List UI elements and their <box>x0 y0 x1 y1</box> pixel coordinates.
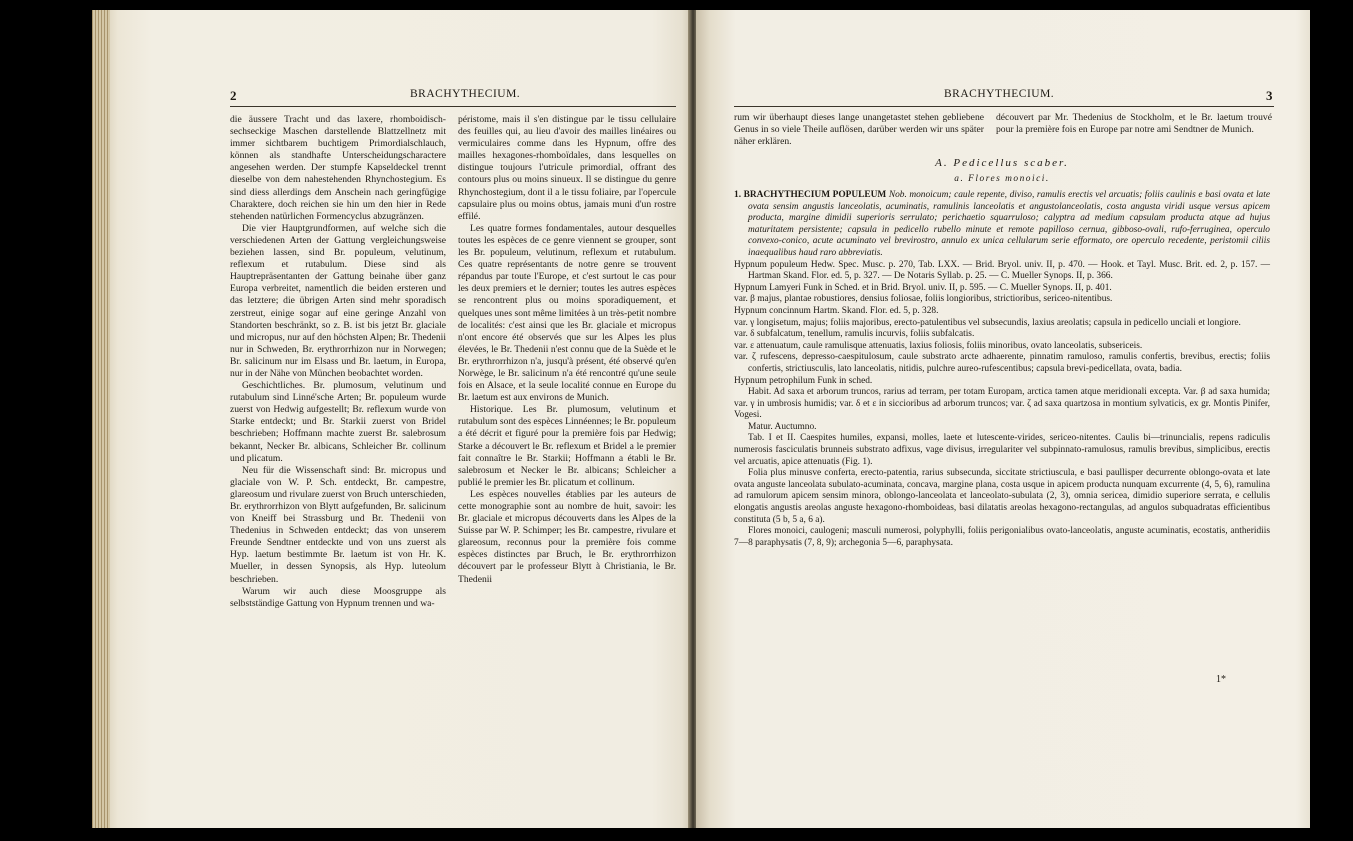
folia-paragraph: Folia plus minusve conferta, erecto-patentia, rarius subsecunda, siccitate strictiuscula, e basi paullisper decurrente oblongo-ovata et late ovata anguste lanceolata subulato-acuminata, concava, margine plana, costa usque in apicem producta nunquam excurrente (4, 5, 6), ramulina ad ramulorum apicem sensim minora, oblongo-lanceolata et lanceolato-subulata (2, 3), omnia sericea, dimidio superiore serrata, e cellulis elongatis angustis areolas anguste hexagono-rhomboideas, basi dilatatis areolas hexagono-rectangulas, ad angulos subquadratas efficientibus constituta (5 b, 5 a, 6 a). <box>734 468 1270 525</box>
french-paragraph: Les quatre formes fondamentales, autour desquelles toutes les espèces de ce genre viennent se grouper, sont les Br. populeum, velutinum, reflexum et rutabulum. Ces quatre représentants de notre genre se trouvent répandus par toute l'Europe, et c'est surtout le cas pour les deux premiers et le dernier; toutes les autres espèces se rencontrent plus ou moins sporadiquement, et quelques unes sont même limitées à un très-petit nombre de localités: c'est ainsi que les Br. glaciale et micropus n'ont encore été observés que sur les Alpes les plus élevées, le Br. Thedenii n'est connu que de la Suède et le Br. erythrorrhizon n'a, jusqu'à présent, été observé qu'en Norwège, le Br. salicinum n'a été rencontré qu'une seule fois en Alsace, et la seule localité connue en Europe du Br. laetum est aux environs de Munich. <box>458 222 676 404</box>
german-column <box>230 114 446 610</box>
synonym-entry: var. β majus, plantae robustiores, densius foliosae, foliis longioribus, strictioribus, sericeo-nitentibus. <box>734 294 1113 305</box>
species-title: 1. BRACHYTHECIUM POPULEUM <box>734 190 887 200</box>
french-paragraph: Historique. Les Br. plumosum, velutinum et rutabulum sont des espèces Linnéennes; le Br. populeum a été décrit et figuré pour la première fois par Hedwig; Starke a découvert le Br. reflexum et Bridel a le premier fait connaître le Br. Starkii; Hoffmann a établi le Br. salebrosum et Necker le Br. albicans; Schleicher a publié le premier les Br. plicatum et collinum. <box>458 404 676 488</box>
german-paragraph: Neu für die Wissenschaft sind: Br. micropus und glaciale von W. P. Sch. entdeckt, Br. campestre, glareosum und rivulare zuerst von Bruch unterschieden, Br. erythrorrhizon von Blytt aufgefunden, Br. salicinum von Kneiff bei Strassburg und Br. Thedenii von Thedenius in Schweden entdeckt; das von unserem Freunde Sendtner entdeckte und von uns zuerst als Hyp. laetum bestimmte Br. laetum ist von Hr. K. Mueller, in dessen Synopsis, als Hyp. luteolum beschrieben. <box>230 464 446 585</box>
running-head: BRACHYTHECIUM. <box>944 88 1055 100</box>
synonym-entry: var. ζ rufescens, depresso-caespitulosum, caule substrato arcte adhaerente, pinnatim ramuloso, ramulis confertis, brevibus, erectis; foliis confertis, strictiusculis, lato lanceolatis, nitidis, pulchre aureo-rufescentibus; capsula brevi-pedicellata, ovata, badia. <box>734 352 1270 374</box>
signature-mark: 1* <box>1216 674 1226 685</box>
species-diagnosis: Nob. monoicum; caule repente, diviso, ramulis erectis vel arcuatis; foliis caulinis e basi ovata et late ovata sensim angustis lanceolatis, acuminatis, ramulinis lanceolatis et angustolanceolatis, costa angusta viridi usque versus apicem producta, margine dimidii superioris serrulato; perichaetio squarruloso; calyptra ad medium capsulam producta atque ad hujus maturitatem persistente; capsula in pedicello rubello minute et remote papilloso cernua, gibboso-ovali, rufo-ferruginea, operculo convexo-conico, acute acuminato vel brevirostro, annulo ex unica cellularum serie efformato, ore operculo recedente, peristomii ciliis inaequalibus haud raro abbreviatis. <box>748 190 1271 258</box>
species-description <box>734 190 1270 549</box>
running-head: BRACHYTHECIUM. <box>410 88 521 100</box>
german-column <box>734 112 984 148</box>
german-paragraph: rum wir überhaupt dieses lange unangetastet stehen gebliebene Genus in so viele Theile auflösen, darüber werden wir uns später näher erklären. <box>734 112 984 148</box>
german-paragraph: Warum wir auch diese Moosgruppe als selbstständige Gattung von Hypnum trennen und wa- <box>230 585 446 609</box>
habitat-paragraph: Habit. Ad saxa et arborum truncos, rarius ad terram, per totam Europam, arctica tamen atque meridionali excepta. Var. β ad saxa humida; var. γ in umbrosis humidis; var. δ et ε in siccioribus ad arborum truncos; var. ζ ad saxa quartzosa in montium sylvaticis, ex gr. Montis Pinifer, Vogesi. <box>734 387 1270 421</box>
tab-paragraph: Tab. I et II. Caespites humiles, expansi, molles, laete et lutescente-virides, sericeo-nitentes. Caulis bi—trinuncialis, repens radiculis numerosis fasciculatis brunneis substrato adfixus, vage divisus, irregulariter vel subpinnato-ramulosus, ramulis brevibus, simplicibus, erectis vel arcuatis, apice attenuatis (Fig. 1). <box>734 433 1270 467</box>
french-paragraph: péristome, mais il s'en distingue par le tissu cellulaire des feuilles qui, au lieu d'avoir des mailles linéaires ou vermiculaires comme dans les Hypnum, offre des mailles hexagones-rhomboïdales, dans lesquelles on distingue toujours l'utricule primordial, offrant des contours plus ou moins sinueux. Il se distingue du genre Rhynchostegium, dont il a le tissu foliaire, par l'opercule capsulaire plus ou moins obtus, jamais muni d'un rostre effilé. <box>458 114 676 222</box>
page-edge <box>92 10 110 828</box>
right-page <box>696 10 1310 828</box>
synonym-entry: Hypnum petrophilum Funk in sched. <box>734 375 873 386</box>
french-paragraph: Les espèces nouvelles établies par les auteurs de cette monographie sont au nombre de huit, savoir: les Br. glaciale et micropus découverts dans les Alpes de la Suisse par W. P. Schimper; les Br. campestre, rivulare et glareosum, reconnus pour la première fois comme espèces distinctes par Bruch, le Br. erythrorrhizon découvert par le professeur Blytt à Christiania, le Br. Thedenii <box>458 488 676 585</box>
french-column <box>458 114 676 586</box>
synonym-entry: Hypnum Lamyeri Funk in Sched. et in Brid. Bryol. univ. II, p. 595. — C. Mueller Synops. II, p. 401. <box>734 282 1112 293</box>
maturity-paragraph: Matur. Auctumno. <box>748 421 817 432</box>
section-subheading: a. Flores monoici. <box>954 174 1050 184</box>
flores-paragraph: Flores monoici, caulogeni; masculi numerosi, polyphylli, foliis perigonialibus ovato-lanceolatis, anguste acuminatis, ecostatis, antheridiis 7—8 paraphysatis (7, 8, 9); archegonia 5—6, paraphysata. <box>734 526 1270 548</box>
header-rule <box>230 106 676 107</box>
book-spread <box>92 10 1310 832</box>
synonym-entry: var. ε attenuatum, caule ramulisque attenuatis, laxius foliosis, foliis minoribus, ovato lanceolatis, subsericeis. <box>734 340 1143 351</box>
french-column <box>996 112 1272 136</box>
header-rule <box>734 106 1274 107</box>
synonym-entry: Hypnum concinnum Hartm. Skand. Flor. ed. 5, p. 328. <box>734 305 939 316</box>
german-paragraph: die äussere Tracht und das laxere, rhomboidisch-sechseckige Maschen darstellende Blattzellnetz mit immer sichtbarem buchtigem Primordialschlauch, können als standhafte Unterscheidungscharactere angesehen werden. Der stumpfe Kapseldeckel trennt dieselbe von dem nahestehenden Rhynchostegium. Es sind diess allerdings dem Anschein nach geringfügige Charaktere, doch reichen sie hin um den hier in Rede stehenden natürlichen Formencyclus abzugränzen. <box>230 114 446 222</box>
section-heading: A. Pedicellus scaber. <box>935 157 1069 169</box>
synonym-entry: var. δ subfalcatum, tenellum, ramulis incurvis, foliis subfalcatis. <box>734 329 975 340</box>
synonym-entry: Hypnum populeum Hedw. Spec. Musc. p. 270, Tab. LXX. — Brid. Bryol. univ. II, p. 470. — Hook. et Tayl. Musc. Brit. ed. 2, p. 157. — Hartman Skand. Flor. ed. 5, p. 327. — De Notaris Syllab. p. 25. — C. Mueller Synops. II, p. 366. <box>734 259 1270 282</box>
synonym-entry: var. γ longisetum, majus; foliis majoribus, erecto-patulentibus vel subsecundis, laxius areolatis; capsula in pedicello unciali et longiore. <box>734 317 1241 328</box>
french-paragraph: découvert par Mr. Thedenius de Stockholm, et le Br. laetum trouvé pour la première fois en Europe par notre ami Sendtner de Munich. <box>996 112 1272 136</box>
left-page <box>92 10 692 828</box>
german-paragraph: Geschichtliches. Br. plumosum, velutinum und rutabulum sind Linné'sche Arten; Br. populeum wurde zuerst von Hedwig aufgestellt; Br. reflexum wurde von Starke entdeckt; und Br. Starkii zuerst von Bridel beschrieben; Hoffmann machte zuerst Br. salebrosum bekannt, Necker Br. albicans, Schleicher Br. collinum und plicatum. <box>230 380 446 464</box>
page-number: 3 <box>1266 88 1273 103</box>
synonym-list <box>734 260 1270 388</box>
page-number: 2 <box>230 88 237 103</box>
german-paragraph: Die vier Hauptgrundformen, auf welche sich die verschiedenen Arten der Gattung vergleichungsweise beziehen lassen, sind Br. populeum, velutinum, reflexum et rutabulum. Diese sind als Hauptrepräsentanten der Gattung beinahe über ganz Europa verbreitet, namentlich die beiden ersteren und das letztere; die übrigen Arten sind mehr sporadisch zerstreut, einige sogar auf eine geringe Anzahl von Standorten beschränkt, so z. B. ist bis jetzt Br. glaciale und micropus, nur auf den höchsten Alpen; Br. Thedenii nur in Schweden, Br. erythrorrhizon nur in Norwegen; Br. salicinum nur im Elsass und Br. laetum, in Europa, nur in der Nähe von München beobachtet worden. <box>230 222 446 379</box>
